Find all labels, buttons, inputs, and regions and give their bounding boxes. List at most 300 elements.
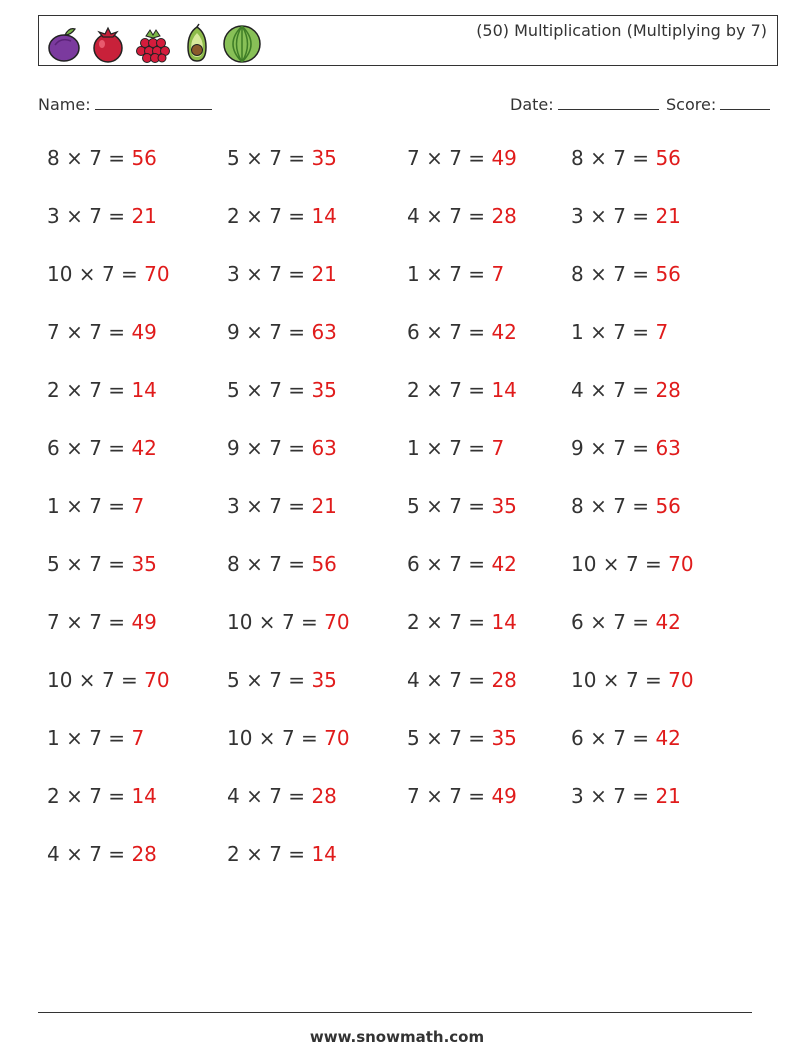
problem-factor-a: 6 xyxy=(407,552,420,576)
times-sign: × xyxy=(59,204,90,228)
problem-factor-a: 1 xyxy=(571,320,584,344)
times-sign: × xyxy=(252,610,282,634)
equals-sign: = xyxy=(625,610,656,634)
problem-factor-b: 7 xyxy=(101,668,115,692)
times-sign: × xyxy=(583,146,614,170)
equals-sign: = xyxy=(638,552,669,576)
equals-sign: = xyxy=(101,784,132,808)
equals-sign: = xyxy=(625,378,656,402)
problem-factor-a: 8 xyxy=(227,552,240,576)
problem-answer: 28 xyxy=(491,668,517,692)
problem-item xyxy=(47,436,157,460)
problem-item xyxy=(407,784,517,808)
problem-factor-a: 3 xyxy=(571,784,584,808)
problem-item xyxy=(407,436,504,460)
problem-factor-a: 9 xyxy=(571,436,584,460)
times-sign: × xyxy=(239,494,270,518)
problem-answer: 28 xyxy=(311,784,337,808)
problem-factor-b: 7 xyxy=(269,668,282,692)
problem-answer: 42 xyxy=(491,552,517,576)
problem-factor-b: 7 xyxy=(269,552,282,576)
problem-factor-a: 4 xyxy=(407,204,420,228)
problem-factor-b: 7 xyxy=(613,726,626,750)
equals-sign: = xyxy=(101,320,132,344)
equals-sign: = xyxy=(101,436,132,460)
problem-item xyxy=(227,842,337,866)
problem-item xyxy=(47,552,157,576)
problem-factor-a: 9 xyxy=(227,436,240,460)
times-sign: × xyxy=(419,146,450,170)
score-blank[interactable] xyxy=(720,93,770,110)
problem-item xyxy=(571,262,681,286)
problem-item xyxy=(407,494,517,518)
problem-factor-a: 1 xyxy=(47,494,60,518)
equals-sign: = xyxy=(101,552,132,576)
problem-factor-a: 10 xyxy=(227,726,253,750)
equals-sign: = xyxy=(114,262,145,286)
score-label: Score: xyxy=(666,95,717,114)
problem-factor-a: 9 xyxy=(227,320,240,344)
problem-factor-b: 7 xyxy=(613,436,626,460)
equals-sign: = xyxy=(625,262,656,286)
problem-item xyxy=(571,320,668,344)
problem-answer: 35 xyxy=(491,726,517,750)
problem-answer: 42 xyxy=(131,436,157,460)
problem-item xyxy=(571,610,681,634)
times-sign: × xyxy=(596,668,626,692)
equals-sign: = xyxy=(101,204,132,228)
problem-factor-b: 7 xyxy=(89,378,102,402)
times-sign: × xyxy=(59,784,90,808)
problem-factor-b: 7 xyxy=(613,378,626,402)
equals-sign: = xyxy=(281,494,312,518)
pomegranate-icon xyxy=(87,23,129,65)
problem-factor-a: 7 xyxy=(407,784,420,808)
times-sign: × xyxy=(583,436,614,460)
problem-factor-a: 5 xyxy=(227,668,240,692)
times-sign: × xyxy=(419,784,450,808)
equals-sign: = xyxy=(461,262,492,286)
equals-sign: = xyxy=(461,552,492,576)
equals-sign: = xyxy=(461,494,492,518)
problem-factor-a: 1 xyxy=(47,726,60,750)
problem-factor-b: 7 xyxy=(269,204,282,228)
problem-answer: 56 xyxy=(655,494,681,518)
problem-factor-a: 8 xyxy=(571,262,584,286)
problem-factor-b: 7 xyxy=(281,726,295,750)
footer-divider xyxy=(38,1012,752,1013)
times-sign: × xyxy=(239,784,270,808)
problem-answer: 42 xyxy=(655,610,681,634)
problem-item xyxy=(227,146,337,170)
problem-item xyxy=(47,204,157,228)
problem-factor-a: 2 xyxy=(47,784,60,808)
times-sign: × xyxy=(59,378,90,402)
problem-item xyxy=(227,204,337,228)
problem-item xyxy=(47,320,157,344)
name-field[interactable] xyxy=(38,93,212,114)
problem-answer: 63 xyxy=(655,436,681,460)
problem-factor-a: 7 xyxy=(47,320,60,344)
problem-factor-b: 7 xyxy=(89,784,102,808)
problem-factor-b: 7 xyxy=(613,262,626,286)
problem-factor-b: 7 xyxy=(613,610,626,634)
problem-item xyxy=(227,436,337,460)
equals-sign: = xyxy=(461,436,492,460)
times-sign: × xyxy=(583,320,614,344)
problem-factor-b: 7 xyxy=(613,320,626,344)
problem-item xyxy=(227,378,337,402)
problem-factor-b: 7 xyxy=(449,726,462,750)
times-sign: × xyxy=(59,494,90,518)
problem-item xyxy=(47,668,170,692)
times-sign: × xyxy=(596,552,626,576)
problem-factor-a: 1 xyxy=(407,436,420,460)
problem-factor-b: 7 xyxy=(269,842,282,866)
times-sign: × xyxy=(419,320,450,344)
problem-answer: 21 xyxy=(131,204,157,228)
problem-item xyxy=(47,378,157,402)
problem-factor-a: 6 xyxy=(47,436,60,460)
problem-answer: 21 xyxy=(311,494,337,518)
name-blank[interactable] xyxy=(95,93,212,110)
times-sign: × xyxy=(419,378,450,402)
times-sign: × xyxy=(419,552,450,576)
equals-sign: = xyxy=(625,784,656,808)
problem-item xyxy=(227,784,337,808)
equals-sign: = xyxy=(461,204,492,228)
problem-item xyxy=(227,610,350,634)
problem-factor-a: 4 xyxy=(407,668,420,692)
problem-factor-a: 10 xyxy=(227,610,253,634)
equals-sign: = xyxy=(625,204,656,228)
problem-factor-a: 5 xyxy=(407,494,420,518)
problem-factor-b: 7 xyxy=(613,146,626,170)
problem-answer: 70 xyxy=(324,726,350,750)
problem-item xyxy=(571,668,694,692)
worksheet-title: (50) Multiplication (Multiplying by 7) xyxy=(476,21,767,40)
problem-factor-b: 7 xyxy=(269,378,282,402)
problem-answer: 14 xyxy=(491,378,517,402)
problem-item xyxy=(407,610,517,634)
problem-factor-a: 6 xyxy=(571,726,584,750)
problem-answer: 56 xyxy=(655,146,681,170)
times-sign: × xyxy=(583,378,614,402)
problem-item xyxy=(47,784,157,808)
times-sign: × xyxy=(239,436,270,460)
equals-sign: = xyxy=(461,378,492,402)
times-sign: × xyxy=(239,552,270,576)
problem-item xyxy=(571,726,681,750)
times-sign: × xyxy=(419,726,450,750)
equals-sign: = xyxy=(638,668,669,692)
times-sign: × xyxy=(59,320,90,344)
problem-item xyxy=(47,494,144,518)
problem-factor-b: 7 xyxy=(613,494,626,518)
equals-sign: = xyxy=(294,726,325,750)
problem-factor-b: 7 xyxy=(89,610,102,634)
problem-factor-b: 7 xyxy=(449,494,462,518)
problem-factor-a: 2 xyxy=(227,842,240,866)
times-sign: × xyxy=(239,668,270,692)
problem-item xyxy=(47,842,157,866)
problem-answer: 35 xyxy=(491,494,517,518)
problem-factor-a: 6 xyxy=(407,320,420,344)
problem-factor-a: 2 xyxy=(407,610,420,634)
problem-item xyxy=(47,146,157,170)
problem-item xyxy=(571,436,681,460)
problem-factor-a: 6 xyxy=(571,610,584,634)
problem-factor-b: 7 xyxy=(449,146,462,170)
equals-sign: = xyxy=(281,668,312,692)
times-sign: × xyxy=(59,146,90,170)
problem-item xyxy=(407,204,517,228)
equals-sign: = xyxy=(625,726,656,750)
problem-factor-a: 5 xyxy=(47,552,60,576)
problem-answer: 42 xyxy=(655,726,681,750)
problem-factor-b: 7 xyxy=(89,320,102,344)
problem-factor-b: 7 xyxy=(449,784,462,808)
problem-factor-b: 7 xyxy=(89,146,102,170)
problem-answer: 56 xyxy=(311,552,337,576)
problem-answer: 21 xyxy=(655,784,681,808)
equals-sign: = xyxy=(281,552,312,576)
problem-answer: 42 xyxy=(491,320,517,344)
problem-factor-b: 7 xyxy=(625,668,639,692)
equals-sign: = xyxy=(461,726,492,750)
problem-factor-b: 7 xyxy=(449,378,462,402)
date-label: Date: xyxy=(510,95,554,114)
problem-answer: 49 xyxy=(491,146,517,170)
problem-answer: 35 xyxy=(131,552,157,576)
equals-sign: = xyxy=(625,320,656,344)
problem-factor-b: 7 xyxy=(449,610,462,634)
problem-answer: 49 xyxy=(131,320,157,344)
equals-sign: = xyxy=(294,610,325,634)
problem-factor-b: 7 xyxy=(269,320,282,344)
problem-factor-b: 7 xyxy=(449,204,462,228)
problem-item xyxy=(571,204,681,228)
problem-answer: 49 xyxy=(131,610,157,634)
equals-sign: = xyxy=(281,146,312,170)
worksheet-header xyxy=(38,15,778,66)
problem-factor-a: 8 xyxy=(571,494,584,518)
equals-sign: = xyxy=(281,262,312,286)
problem-item xyxy=(571,552,694,576)
problem-item xyxy=(571,146,681,170)
problem-factor-b: 7 xyxy=(449,436,462,460)
problem-answer: 7 xyxy=(655,320,669,344)
problem-factor-b: 7 xyxy=(89,842,102,866)
times-sign: × xyxy=(239,262,270,286)
problem-answer: 21 xyxy=(311,262,337,286)
equals-sign: = xyxy=(101,378,132,402)
times-sign: × xyxy=(583,610,614,634)
times-sign: × xyxy=(419,436,450,460)
problem-answer: 7 xyxy=(131,726,145,750)
problem-factor-a: 3 xyxy=(227,494,240,518)
equals-sign: = xyxy=(461,320,492,344)
problem-item xyxy=(227,320,337,344)
problem-factor-b: 7 xyxy=(449,668,462,692)
problem-factor-b: 7 xyxy=(269,494,282,518)
problem-answer: 14 xyxy=(311,842,337,866)
problem-item xyxy=(407,320,517,344)
problem-item xyxy=(407,146,517,170)
problem-answer: 28 xyxy=(131,842,157,866)
problem-answer: 35 xyxy=(311,378,337,402)
problem-answer: 70 xyxy=(668,668,694,692)
times-sign: × xyxy=(72,262,102,286)
problem-answer: 63 xyxy=(311,320,337,344)
equals-sign: = xyxy=(625,146,656,170)
problem-item xyxy=(227,552,337,576)
equals-sign: = xyxy=(101,726,132,750)
problem-factor-a: 4 xyxy=(227,784,240,808)
problem-item xyxy=(407,668,517,692)
equals-sign: = xyxy=(625,436,656,460)
problem-item xyxy=(227,494,337,518)
score-field[interactable] xyxy=(666,93,770,114)
problem-factor-a: 8 xyxy=(47,146,60,170)
problem-factor-a: 2 xyxy=(47,378,60,402)
problem-factor-b: 7 xyxy=(269,146,282,170)
equals-sign: = xyxy=(461,668,492,692)
problem-answer: 28 xyxy=(655,378,681,402)
times-sign: × xyxy=(239,378,270,402)
times-sign: × xyxy=(59,436,90,460)
equals-sign: = xyxy=(281,378,312,402)
problem-answer: 7 xyxy=(131,494,145,518)
problem-factor-a: 3 xyxy=(227,262,240,286)
date-field[interactable] xyxy=(510,93,659,114)
problem-item xyxy=(407,378,517,402)
problem-answer: 70 xyxy=(668,552,694,576)
times-sign: × xyxy=(252,726,282,750)
equals-sign: = xyxy=(461,784,492,808)
problem-answer: 7 xyxy=(491,262,505,286)
problem-factor-b: 7 xyxy=(89,726,102,750)
times-sign: × xyxy=(419,262,450,286)
equals-sign: = xyxy=(281,842,312,866)
problem-item xyxy=(47,726,144,750)
problem-factor-a: 7 xyxy=(47,610,60,634)
problem-answer: 7 xyxy=(491,436,505,460)
problem-factor-b: 7 xyxy=(89,436,102,460)
problem-factor-a: 4 xyxy=(47,842,60,866)
problem-answer: 14 xyxy=(131,784,157,808)
times-sign: × xyxy=(239,146,270,170)
plum-icon xyxy=(43,23,85,65)
problem-item xyxy=(571,784,681,808)
problem-item xyxy=(227,262,337,286)
problem-factor-b: 7 xyxy=(89,552,102,576)
problem-factor-b: 7 xyxy=(625,552,639,576)
problem-item xyxy=(227,668,337,692)
problem-factor-b: 7 xyxy=(449,262,462,286)
equals-sign: = xyxy=(461,610,492,634)
footer-url: www.snowmath.com xyxy=(309,1028,485,1046)
problem-answer: 14 xyxy=(311,204,337,228)
problem-factor-a: 2 xyxy=(227,204,240,228)
times-sign: × xyxy=(239,320,270,344)
problem-answer: 21 xyxy=(655,204,681,228)
times-sign: × xyxy=(59,552,90,576)
problem-answer: 56 xyxy=(131,146,157,170)
problem-item xyxy=(407,726,517,750)
problem-factor-a: 10 xyxy=(571,668,597,692)
problem-answer: 14 xyxy=(491,610,517,634)
watermelon-icon xyxy=(221,23,263,65)
equals-sign: = xyxy=(281,784,312,808)
problem-factor-a: 5 xyxy=(407,726,420,750)
equals-sign: = xyxy=(461,146,492,170)
date-blank[interactable] xyxy=(558,93,659,110)
equals-sign: = xyxy=(625,494,656,518)
equals-sign: = xyxy=(101,842,132,866)
times-sign: × xyxy=(583,262,614,286)
problem-answer: 70 xyxy=(144,262,170,286)
problem-factor-b: 7 xyxy=(281,610,295,634)
problem-item xyxy=(227,726,350,750)
problem-factor-b: 7 xyxy=(89,204,102,228)
problem-answer: 63 xyxy=(311,436,337,460)
problem-factor-a: 7 xyxy=(407,146,420,170)
problem-factor-b: 7 xyxy=(613,204,626,228)
problem-factor-b: 7 xyxy=(269,262,282,286)
problem-factor-a: 4 xyxy=(571,378,584,402)
problem-answer: 70 xyxy=(324,610,350,634)
problem-answer: 49 xyxy=(491,784,517,808)
problem-factor-b: 7 xyxy=(89,494,102,518)
problem-factor-b: 7 xyxy=(269,784,282,808)
problem-factor-a: 1 xyxy=(407,262,420,286)
times-sign: × xyxy=(239,842,270,866)
problem-factor-a: 8 xyxy=(571,146,584,170)
times-sign: × xyxy=(72,668,102,692)
problem-factor-a: 2 xyxy=(407,378,420,402)
problem-item xyxy=(571,378,681,402)
problem-factor-b: 7 xyxy=(269,436,282,460)
times-sign: × xyxy=(583,494,614,518)
problem-item xyxy=(47,262,170,286)
times-sign: × xyxy=(419,204,450,228)
problem-factor-a: 5 xyxy=(227,146,240,170)
times-sign: × xyxy=(583,204,614,228)
problem-answer: 35 xyxy=(311,668,337,692)
problem-factor-b: 7 xyxy=(449,320,462,344)
problem-factor-a: 5 xyxy=(227,378,240,402)
equals-sign: = xyxy=(114,668,145,692)
problem-item xyxy=(47,610,157,634)
equals-sign: = xyxy=(281,436,312,460)
times-sign: × xyxy=(419,668,450,692)
equals-sign: = xyxy=(101,146,132,170)
problem-factor-b: 7 xyxy=(101,262,115,286)
equals-sign: = xyxy=(101,494,132,518)
problem-answer: 14 xyxy=(131,378,157,402)
problem-factor-b: 7 xyxy=(449,552,462,576)
times-sign: × xyxy=(419,494,450,518)
equals-sign: = xyxy=(101,610,132,634)
avocado-icon xyxy=(176,23,218,65)
problem-item xyxy=(407,552,517,576)
times-sign: × xyxy=(583,726,614,750)
problem-item xyxy=(407,262,504,286)
times-sign: × xyxy=(419,610,450,634)
times-sign: × xyxy=(59,842,90,866)
times-sign: × xyxy=(239,204,270,228)
